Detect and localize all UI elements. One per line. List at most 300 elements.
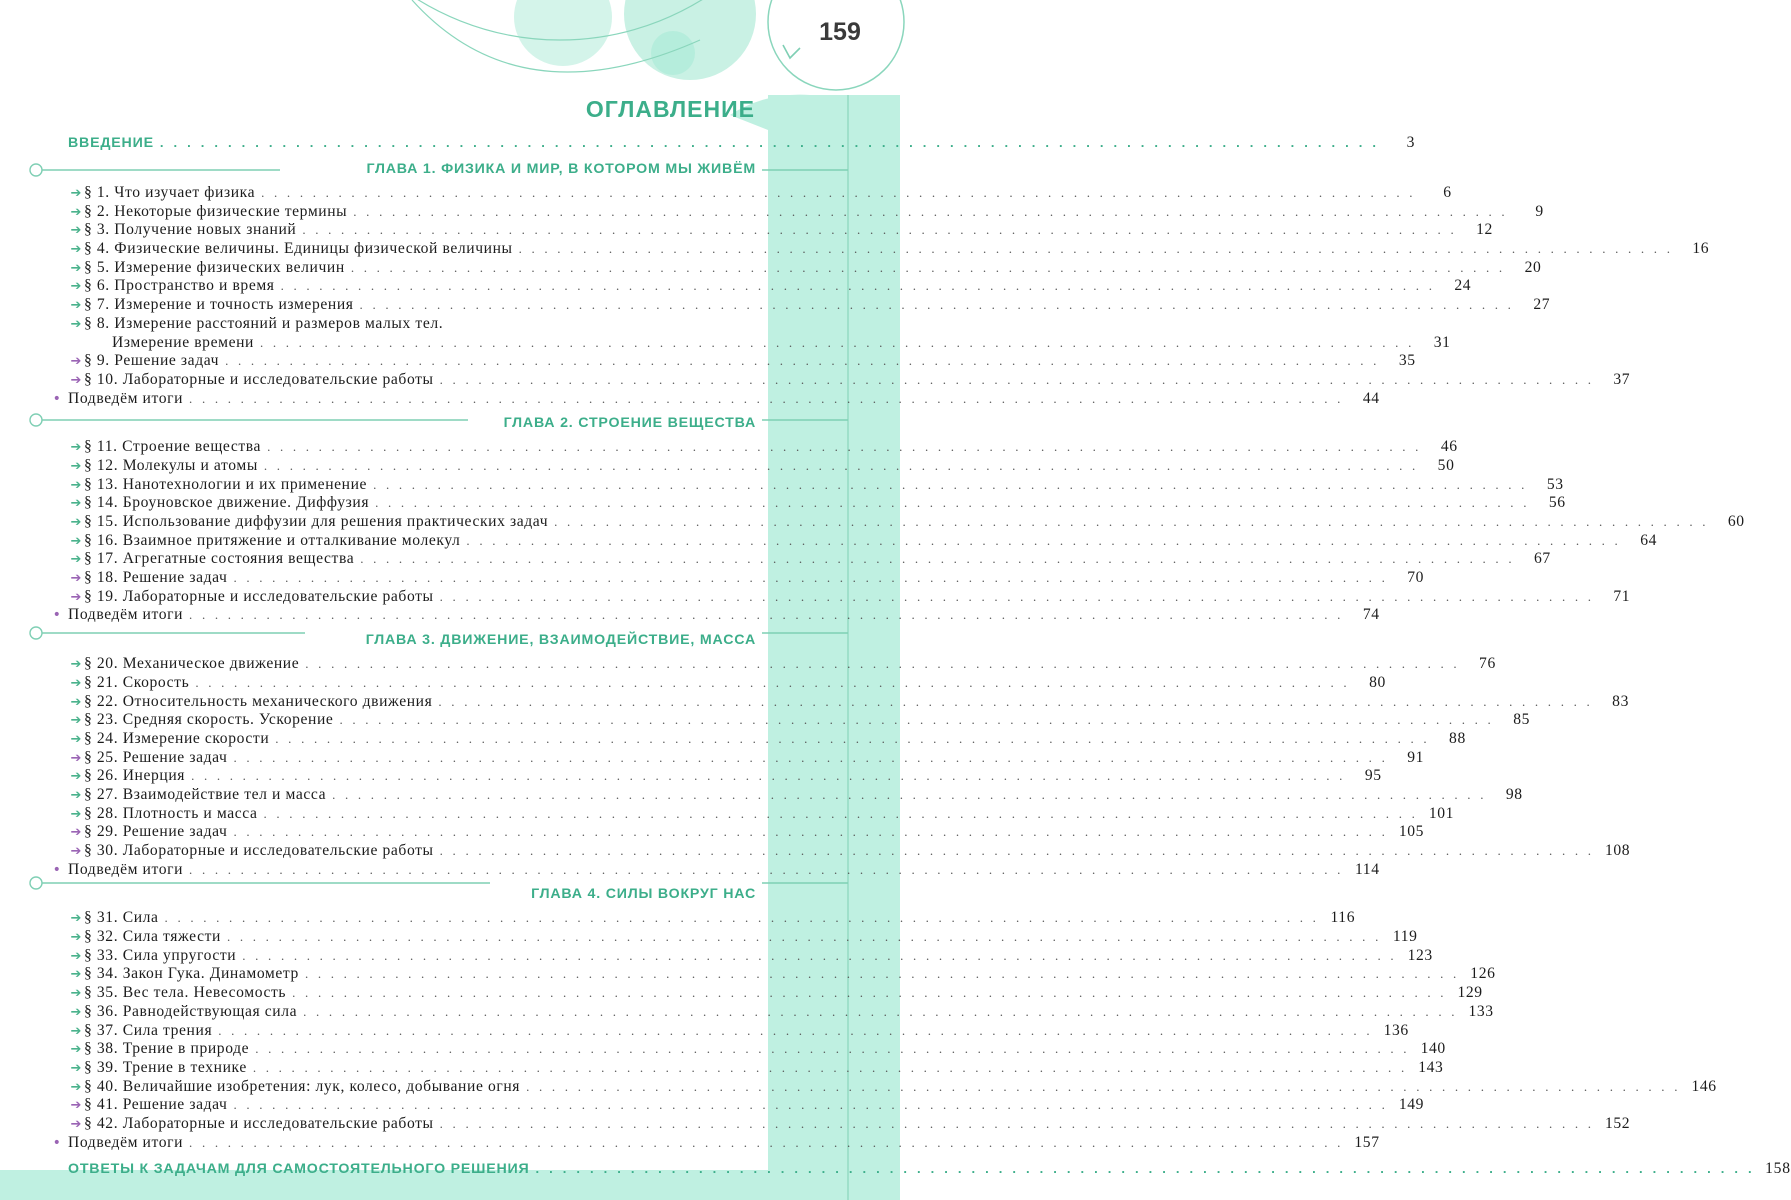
section-number: § 17. (84, 550, 119, 568)
intro-entry[interactable] (28, 132, 1416, 154)
entry-marker (28, 947, 84, 967)
section-title: Механическое движение (122, 655, 300, 673)
toc-entry[interactable] (28, 928, 1418, 947)
entry-marker (28, 1115, 84, 1135)
entry-marker (28, 674, 84, 694)
arrow-icon: ➔ (70, 750, 82, 766)
arrow-icon: ➔ (70, 1116, 82, 1132)
toc-entry[interactable] (28, 475, 1564, 495)
entry-marker (28, 909, 84, 929)
arrow-icon: ➔ (70, 657, 82, 673)
toc-entry[interactable] (28, 569, 1425, 588)
toc-entry[interactable] (28, 946, 1433, 966)
section-title: Инерция (122, 767, 186, 785)
section-number: § 39. (84, 1058, 119, 1076)
toc-entry[interactable] (28, 184, 1452, 203)
section-title: Некоторые физические термины (114, 202, 348, 220)
entry-marker (28, 805, 84, 825)
section-page: 83 (1612, 692, 1629, 710)
arrow-icon: ➔ (70, 372, 82, 388)
section-title: Сила (122, 909, 159, 927)
entry-marker (28, 296, 84, 316)
dot-leader: . . . . . . . . . . . . . . . . . . . . . . . . . . . . . . . . . . . . . . . . . . . . . . . . . . . . . . . . . . . . . . . . . . . . . . . . . . . . . . . . . . . . . . . . . . (259, 334, 1415, 350)
dot-leader: . . . . . . . . . . . . . . . . . . . . . . . . . . . . . . . . . . . . . . . . . . . . . . . . . . . . . . . . . . . . . . . . . . . . . . . . . . . . . . . . . . . . . . . . . . (359, 297, 1515, 313)
entry-marker (28, 184, 84, 204)
table-of-contents (28, 132, 1791, 1180)
arrow-icon: ➔ (70, 1004, 82, 1020)
section-title: Лабораторные и исследовательские работы (122, 587, 434, 605)
toc-entry[interactable] (28, 785, 1523, 805)
section-page: 12 (1476, 221, 1493, 239)
toc-entry[interactable] (28, 909, 1356, 928)
section-page: 76 (1479, 655, 1496, 673)
section-title-continued: Измерение времени (112, 333, 254, 351)
section-title: Взаимодействие тел и масса (122, 785, 327, 803)
section-number: § 12. (84, 456, 119, 474)
section-page: 91 (1407, 748, 1425, 766)
arrow-icon: ➔ (70, 844, 82, 859)
entry-marker (28, 786, 84, 806)
section-number: § 38. (84, 1040, 119, 1058)
section-page: 105 (1398, 823, 1425, 841)
dot-leader: . . . . . . . . . . . . . . . . . . . . . . . . . . . . . . . . . . . . . . . . . . . . . . . . . . . . . . . . . . . . . . . . . . . . . . . . . . . . . . . . . . . . . . . . . . (233, 824, 1389, 840)
intro-label: ВВЕДЕНИЕ (68, 135, 154, 151)
dot-leader: . . . . . . . . . . . . . . . . . . . . . . . . . . . . . . . . . . . . . . . . . . . . . . . . . . . . . . . . . . . . . . . . . . . . . . . . . . . . . . . . . . . . . . . . . . (466, 532, 1621, 548)
dot-leader: . . . . . . . . . . . . . . . . . . . . . . . . . . . . . . . . . . . . . . . . . . . . . . . . . . . . . . . . . . . . . . . . . . . . . . . . . . . . . . . . . . . . . . . . . . (292, 985, 1447, 1001)
section-title: Броуновское движение. Диффузия (122, 494, 370, 512)
arrow-icon: ➔ (70, 186, 82, 201)
section-title: Строение вещества (122, 438, 262, 456)
chapter-title: ГЛАВА 3. ДВИЖЕНИЕ, ВЗАИМОДЕЙСТВИЕ, МАССА (360, 625, 756, 655)
section-title: Лабораторные и исследовательские работы (122, 842, 434, 859)
section-title: Величайшие изобретения: лук, колесо, добывание огня (122, 1077, 521, 1095)
dot-leader: . . . . . . . . . . . . . . . . . . . . . . . . . . . . . . . . . . . . . . . . . . . . . . . . . . . . . . . . . . . . . . . . . . . . . . . . . . . . . . . . . . . . . . . . . . (360, 551, 1515, 567)
arrow-icon: ➔ (70, 204, 82, 220)
toc-entry[interactable] (28, 823, 1425, 842)
section-page: 119 (1392, 928, 1418, 946)
summary-entry[interactable] (28, 606, 1380, 625)
dot-leader: . . . . . . . . . . . . . . . . . . . . . . . . . . . . . . . . . . . . . . . . . . . . . . . . . . . . . . . . . . . . . . . . . . . . . . . . . . . . . . . . . . . . . . . . . . (439, 843, 1595, 858)
arrow-icon: ➔ (70, 477, 82, 493)
dot-leader: . . . . . . . . . . . . . . . . . . . . . . . . . . . . . . . . . . . . . . . . . . . . . . . . . . . . . . . . . . . . . . . . . . . . . . . . . . . . . . . . . . . . . . . . . . (535, 1161, 1755, 1177)
section-page: 6 (1443, 184, 1452, 201)
entry-marker (28, 240, 84, 260)
arrow-icon: ➔ (70, 279, 82, 295)
dot-leader: . . . . . . . . . . . . . . . . . . . . . . . . . . . . . . . . . . . . . . . . . . . . . . . . . . . . . . . . . . . . . . . . . . . . . . . . . . . . . . . . . . . . . . . . . . (350, 259, 1506, 275)
dot-leader: . . . . . . . . . . . . . . . . . . . . . . . . . . . . . . . . . . . . . . . . . . . . . . . . . . . . . . . . . . . . . . . . . . . . . . . . . . . . . . . . . . . . . . . . . . (305, 656, 1460, 672)
arrow-icon: ➔ (70, 458, 82, 474)
section-page: 71 (1613, 587, 1631, 605)
section-number: § 4. (84, 240, 110, 258)
section-number: § 16. (84, 531, 119, 549)
section-title: Молекулы и атомы (122, 456, 258, 474)
dot-leader: . . . . . . . . . . . . . . . . . . . . . . . . . . . . . . . . . . . . . . . . . . . . . . . . . . . . . . . . . . . . . . . . . . . . . . . . . . . . . . . . . . . . . . . . . . (195, 674, 1350, 690)
section-page: 146 (1691, 1077, 1717, 1095)
section-number: § 21. (84, 673, 119, 691)
section-page: 136 (1383, 1021, 1409, 1039)
dot-leader: . . . . . . . . . . . . . . . . . . . . . . . . . . . . . . . . . . . . . . . . . . . . . . . . . . . . . . . . . . . . . . . . . . . . . . . . . . . . . . . . . . . . . . . . . . (280, 278, 1436, 294)
toc-entry[interactable] (28, 315, 756, 334)
arrow-icon: ➔ (70, 986, 82, 1002)
toc-entry[interactable] (28, 984, 1483, 1003)
arrow-icon: ➔ (70, 1098, 82, 1114)
intro-page: 3 (1406, 134, 1416, 151)
section-title: Сила тяжести (122, 928, 221, 946)
toc-entry[interactable] (28, 1077, 1717, 1097)
dot-leader: . . . . . . . . . . . . . . . . . . . . . . . . . . . . . . . . . . . . . . . . . . . . . . . . . . . . . . . . . . . . . . . . . . . . . . . . . . . . . . . . . . . . . . . . . . (439, 371, 1595, 387)
dot-leader: . . . . . . . . . . . . . . . . . . . . . . . . . . . . . . . . . . . . . . . . . . . . . . . . . . . . . . . . . . . . . . . . . . . . . . . . . . . . . . . . . . . . . . . . . . (263, 457, 1419, 473)
section-title: Взаимное притяжение и отталкивание молекул (122, 531, 461, 549)
toc-entry[interactable] (28, 748, 1425, 768)
toc-entry[interactable] (28, 370, 1631, 390)
dot-leader: . . . . . . . . . . . . . . . . . . . . . . . . . . . . . . . . . . . . . . . . . . . . . . . . . . . . . . . . . . . . . . . . . . . . . . . . . . . . . . . . . . . . . . . . . . (242, 947, 1397, 963)
dot-leader: . . . . . . . . . . . . . . . . . . . . . . . . . . . . . . . . . . . . . . . . . . . . . . . . . . . . . . . . . . . . . . . . . . . . . . . . . . . . . . . . . . . . . . . . . . (439, 588, 1595, 604)
bullet-icon: • (52, 1134, 62, 1151)
toc-entry[interactable] (28, 729, 1466, 749)
arrow-icon: ➔ (70, 571, 82, 587)
dot-leader: . . . . . . . . . . . . . . . . . . . . . . . . . . . . . . . . . . . . . . . . . . . . . . . . . . . . . . . . . . . . . . . . . . . . . . . . . . . . . . . . . . . . . . . . . . (518, 241, 1674, 257)
dot-leader: . . . . . . . . . . . . . . . . . . . . . . . . . . . . . . . . . . . . . . . . . . . . . . . . . . . . . . . . . . . . . . . . . . . . . . . . . . . . . . . . . . . . . . . . . . (261, 185, 1416, 200)
section-page: 27 (1533, 296, 1551, 314)
entry-marker (28, 203, 84, 223)
section-number: § 10. (84, 370, 119, 388)
arrow-icon: ➔ (70, 948, 82, 964)
section-number: § 15. (84, 513, 119, 530)
dot-leader: . . . . . . . . . . . . . . . . . . . . . . . . . . . . . . . . . . . . . . . . . . . . . . . . . . . . . . . . . . . . . . . . . . . . . . . . . . . . . . . . . . . . . . . . . . (302, 222, 1457, 238)
toc-entry[interactable] (28, 438, 1458, 457)
dot-leader: . . . . . . . . . . . . . . . . . . . . . . . . . . . . . . . . . . . . . . . . . . . . . . . . . . . . . . . . . . . . . . . . . . . . . . . . . . . . . . . . . . . . . . . . . . (353, 203, 1508, 219)
entry-marker (28, 984, 84, 1004)
entry-marker (28, 1003, 84, 1023)
section-page: 123 (1407, 946, 1433, 964)
arrow-icon: ➔ (70, 533, 82, 549)
arrow-icon: ➔ (70, 825, 82, 841)
section-title: Решение задач (122, 823, 228, 841)
summary-entry[interactable] (28, 389, 1380, 409)
entry-marker (28, 277, 84, 297)
dot-leader: . . . . . . . . . . . . . . . . . . . . . . . . . . . . . . . . . . . . . . . . . . . . . . . . . . . . . . . . . . . . . . . . . . . . . . . . . . . . . . . . . . . . . . . . . . (373, 476, 1528, 492)
section-page: 80 (1369, 673, 1386, 691)
arrow-icon: ➔ (70, 731, 82, 747)
toc-entry[interactable] (28, 587, 1631, 607)
section-title: Лабораторные и исследовательские работы (122, 1114, 434, 1132)
section-number: § 30. (84, 842, 119, 859)
section-number: § 40. (84, 1077, 119, 1095)
dot-leader: . . . . . . . . . . . . . . . . . . . . . . . . . . . . . . . . . . . . . . . . . . . . . . . . . . . . . . . . . . . . . . . . . . . . . . . . . . . . . . . . . . . . . . . . . . (263, 805, 1419, 821)
section-title: Измерение расстояний и размеров малых тел. (114, 314, 444, 332)
section-page: 56 (1548, 494, 1566, 512)
page-number: 159 (819, 18, 861, 46)
section-number: § 29. (84, 823, 119, 841)
section-page: 50 (1437, 456, 1455, 474)
section-number: § 27. (84, 785, 119, 803)
section-title: Плотность и масса (122, 804, 258, 822)
toc-entry[interactable] (28, 258, 1542, 278)
toc-entry-continuation[interactable] (28, 333, 1451, 353)
section-page: 53 (1546, 475, 1564, 493)
section-title: Измерение и точность измерения (114, 296, 354, 314)
dot-leader: . . . . . . . . . . . . . . . . . . . . . . . . . . . . . . . . . . . . . . . . . . . . . . . . . . . . . . . . . . . . . . . . . . . . . . . . . . . . . . . . . . . . . . . . . . (233, 749, 1389, 765)
entry-marker (28, 569, 84, 589)
section-number: § 32. (84, 928, 119, 946)
section-page: 70 (1407, 569, 1425, 587)
toc-entry[interactable] (28, 965, 1496, 984)
section-title: Трение в технике (122, 1058, 247, 1076)
toc-entry[interactable] (28, 531, 1657, 551)
chapter-title: ГЛАВА 4. СИЛЫ ВОКРУГ НАС (525, 879, 756, 909)
toc-entry[interactable] (28, 711, 1531, 730)
section-title: Использование диффузии для решения практических задач (122, 513, 549, 530)
section-page: 60 (1727, 513, 1745, 530)
section-page: 64 (1640, 531, 1657, 549)
summary-label: Подведём итоги (68, 606, 184, 624)
summary-label: Подведём итоги (68, 860, 184, 878)
section-number: § 7. (84, 296, 110, 314)
dot-leader: . . . . . . . . . . . . . . . . . . . . . . . . . . . . . . . . . . . . . . . . . . . . . . . . . . . . . . . . . . . . . . . . . . . . . . . . . . . . . . . . . . . . . . . . . . (303, 1003, 1458, 1019)
section-page: 16 (1692, 240, 1710, 258)
toc-entry[interactable] (28, 513, 1745, 532)
entry-marker (28, 711, 84, 731)
section-title: Закон Гука. Динамометр (122, 965, 299, 983)
section-title: Решение задач (122, 748, 228, 766)
toc-entry[interactable] (28, 1058, 1444, 1078)
section-page: 108 (1605, 842, 1631, 859)
section-title: Средняя скорость. Ускорение (122, 711, 334, 729)
entry-marker (28, 315, 84, 335)
section-number: § 3. (84, 221, 110, 239)
dot-leader: . . . . . . . . . . . . . . . . . . . . . . . . . . . . . . . . . . . . . . . . . . . . . . . . . . . . . . . . . . . . . . . . . . . . . . . . . . . . . . . . . . . . . . . . . . (332, 786, 1487, 802)
section-title: Пространство и время (114, 277, 275, 295)
section-number: § 25. (84, 748, 119, 766)
arrow-icon: ➔ (70, 552, 82, 568)
summary-entry[interactable] (28, 860, 1380, 880)
entry-marker (28, 730, 84, 750)
section-number: § 6. (84, 277, 110, 295)
section-number: § 19. (84, 587, 119, 605)
dot-leader: . . . . . . . . . . . . . . . . . . . . . . . . . . . . . . . . . . . . . . . . . . . . . . . . . . . . . . . . . . . . . . . . . . . . . . . . . . . . . . . . . . . . . . . . . . (189, 861, 1344, 877)
section-title: Равнодействующая сила (122, 1002, 298, 1020)
bullet-icon: • (52, 390, 62, 407)
chapter-title: ГЛАВА 1. ФИЗИКА И МИР, В КОТОРОМ МЫ ЖИВЁМ (361, 154, 757, 184)
section-title: Физические величины. Единицы физической величины (114, 240, 513, 258)
section-page: 149 (1398, 1096, 1425, 1114)
entry-marker (28, 823, 84, 843)
summary-label: Подведём итоги (68, 1133, 184, 1151)
toc-entry[interactable] (28, 1002, 1494, 1022)
section-number: § 13. (84, 475, 119, 493)
toc-entry[interactable] (28, 767, 1382, 786)
dot-leader: . . . . . . . . . . . . . . . . . . . . . . . . . . . . . . . . . . . . . . . . . . . . . . . . . . . . . . . . . . . . . . . . . . . . . . . . . . . . . . . . . . . . . . . . . . (189, 607, 1344, 623)
dot-leader: . . . . . . . . . . . . . . . . . . . . . . . . . . . . . . . . . . . . . . . . . . . . . . . . . . . . . . . . . . . . . . . . . . . . . . . . . . . . . . . . . . . . . . . . . . (159, 135, 1380, 150)
section-number: § 1. (84, 184, 110, 201)
section-title: Нанотехнологии и их применение (122, 475, 368, 493)
answers-label: ОТВЕТЫ К ЗАДАЧАМ ДЛЯ САМОСТОЯТЕЛЬНОГО РЕШЕНИЯ (68, 1161, 530, 1178)
entry-marker (28, 928, 84, 948)
toc-entry[interactable] (28, 842, 1631, 861)
toc-entry[interactable] (28, 494, 1566, 513)
answers-page: 158 (1765, 1160, 1791, 1178)
arrow-icon: ➔ (70, 589, 82, 605)
entry-marker (28, 588, 84, 608)
toc-entry[interactable] (28, 352, 1416, 371)
toc-entry[interactable] (28, 277, 1472, 296)
summary-marker (28, 1134, 68, 1153)
summary-marker (28, 861, 68, 880)
toc-entry[interactable] (28, 221, 1493, 240)
entry-marker (28, 476, 84, 496)
entry-marker (28, 693, 84, 713)
entry-marker (28, 842, 84, 862)
section-page: 24 (1454, 277, 1472, 295)
dot-leader: . . . . . . . . . . . . . . . . . . . . . . . . . . . . . . . . . . . . . . . . . . . . . . . . . . . . . . . . . . . . . . . . . . . . . . . . . . . . . . . . . . . . . . . . . . (233, 1097, 1389, 1113)
arrow-icon: ➔ (70, 930, 82, 946)
entry-marker (28, 767, 84, 787)
section-number: § 8. (84, 314, 110, 332)
chapters-list (28, 154, 1745, 1152)
section-number: § 2. (84, 202, 110, 220)
dot-leader: . . . . . . . . . . . . . . . . . . . . . . . . . . . . . . . . . . . . . . . . . . . . . . . . . . . . . . . . . . . . . . . . . . . . . . . . . . . . . . . . . . . . . . . . . . (554, 514, 1709, 529)
chapter-heading (28, 879, 756, 909)
entry-marker (28, 965, 84, 985)
dot-leader: . . . . . . . . . . . . . . . . . . . . . . . . . . . . . . . . . . . . . . . . . . . . . . . . . . . . . . . . . . . . . . . . . . . . . . . . . . . . . . . . . . . . . . . . . . (233, 570, 1389, 586)
section-title: Лабораторные и исследовательские работы (122, 370, 434, 388)
arrow-icon: ➔ (70, 1079, 82, 1095)
dot-leader: . . . . . . . . . . . . . . . . . . . . . . . . . . . . . . . . . . . . . . . . . . . . . . . . . . . . . . . . . . . . . . . . . . . . . . . . . . . . . . . . . . . . . . . . . . (526, 1078, 1681, 1094)
arrow-icon: ➔ (70, 911, 82, 927)
section-title: Относительность механического движения (122, 692, 433, 710)
arrow-icon: ➔ (70, 1023, 82, 1039)
chapter-heading (28, 625, 756, 655)
dot-leader: . . . . . . . . . . . . . . . . . . . . . . . . . . . . . . . . . . . . . . . . . . . . . . . . . . . . . . . . . . . . . . . . . . . . . . . . . . . . . . . . . . . . . . . . . . (189, 1134, 1344, 1150)
section-number: § 33. (84, 946, 119, 964)
toc-entry[interactable] (28, 240, 1710, 259)
section-number: § 23. (84, 711, 119, 729)
dot-leader: . . . . . . . . . . . . . . . . . . . . . . . . . . . . . . . . . . . . . . . . . . . . . . . . . . . . . . . . . . . . . . . . . . . . . . . . . . . . . . . . . . . . . . . . . . (438, 693, 1593, 709)
section-number: § 31. (84, 909, 119, 927)
entry-marker (28, 513, 84, 533)
dot-leader: . . . . . . . . . . . . . . . . . . . . . . . . . . . . . . . . . . . . . . . . . . . . . . . . . . . . . . . . . . . . . . . . . . . . . . . . . . . . . . . . . . . . . . . . . . (218, 1022, 1373, 1038)
dot-leader: . . . . . . . . . . . . . . . . . . . . . . . . . . . . . . . . . . . . . . . . . . . . . . . . . . . . . . . . . . . . . . . . . . . . . . . . . . . . . . . . . . . . . . . . . . (255, 1041, 1410, 1057)
chapter-title: ГЛАВА 2. СТРОЕНИЕ ВЕЩЕСТВА (498, 408, 756, 438)
dot-leader: . . . . . . . . . . . . . . . . . . . . . . . . . . . . . . . . . . . . . . . . . . . . . . . . . . . . . . . . . . . . . . . . . . . . . . . . . . . . . . . . . . . . . . . . . . (226, 929, 1382, 945)
section-page: 20 (1524, 258, 1542, 276)
toc-entry[interactable] (28, 692, 1629, 712)
section-number: § 9. (84, 352, 110, 370)
section-page: 31 (1433, 333, 1451, 351)
toc-entry[interactable] (28, 804, 1455, 824)
bullet-icon: • (52, 607, 62, 624)
section-page: 129 (1457, 984, 1483, 1002)
toc-entry[interactable] (28, 673, 1386, 693)
toc-entry[interactable] (28, 456, 1455, 476)
dot-leader: . . . . . . . . . . . . . . . . . . . . . . . . . . . . . . . . . . . . . . . . . . . . . . . . . . . . . . . . . . . . . . . . . . . . . . . . . . . . . . . . . . . . . . . . . . (164, 910, 1320, 926)
toc-entry[interactable] (28, 655, 1496, 674)
section-page: 143 (1418, 1058, 1444, 1076)
arrow-icon: ➔ (70, 298, 82, 314)
arrow-icon: ➔ (70, 354, 82, 370)
dot-leader: . . . . . . . . . . . . . . . . . . . . . . . . . . . . . . . . . . . . . . . . . . . . . . . . . . . . . . . . . . . . . . . . . . . . . . . . . . . . . . . . . . . . . . . . . . (252, 1059, 1408, 1075)
entry-marker (28, 438, 84, 458)
arrow-icon: ➔ (70, 440, 82, 456)
arrow-icon: ➔ (70, 260, 82, 276)
entry-marker (28, 1040, 84, 1060)
section-number: § 26. (84, 767, 119, 785)
section-number: § 11. (84, 438, 118, 456)
section-number: § 36. (84, 1002, 119, 1020)
toc-entry[interactable] (28, 1021, 1409, 1041)
bullet-icon: • (52, 861, 62, 878)
page-title: ОГЛАВЛЕНИЕ (585, 96, 755, 122)
entry-marker (28, 1096, 84, 1116)
arrow-icon: ➔ (70, 515, 82, 530)
dot-leader: . . . . . . . . . . . . . . . . . . . . . . . . . . . . . . . . . . . . . . . . . . . . . . . . . . . . . . . . . . . . . . . . . . . . . . . . . . . . . . . . . . . . . . . . . . (275, 730, 1430, 746)
section-title: Агрегатные состояния вещества (122, 550, 355, 568)
section-title: Скорость (122, 673, 190, 691)
summary-marker (28, 606, 68, 625)
section-page: 116 (1330, 909, 1356, 927)
entry-marker (28, 221, 84, 241)
toc-entry[interactable] (28, 1096, 1425, 1115)
section-number: § 5. (84, 258, 110, 276)
section-title: Трение в природе (122, 1040, 250, 1058)
section-title: Измерение скорости (122, 729, 270, 747)
dot-leader: . . . . . . . . . . . . . . . . . . . . . . . . . . . . . . . . . . . . . . . . . . . . . . . . . . . . . . . . . . . . . . . . . . . . . . . . . . . . . . . . . . . . . . . . . . (304, 966, 1460, 982)
section-page: 85 (1513, 711, 1531, 729)
answers-entry[interactable] (28, 1158, 1791, 1180)
section-number: § 14. (84, 494, 119, 512)
section-number: § 18. (84, 569, 119, 587)
toc-entry[interactable] (28, 202, 1544, 222)
entry-marker (28, 749, 84, 769)
section-page: 67 (1534, 550, 1551, 568)
section-number: § 28. (84, 804, 119, 822)
section-title: Решение задач (114, 352, 220, 370)
section-number: § 37. (84, 1021, 119, 1039)
section-page: 98 (1505, 785, 1523, 803)
chapter-heading (28, 408, 756, 438)
section-title: Измерение физических величин (114, 258, 345, 276)
arrow-icon: ➔ (70, 806, 82, 822)
section-page: 101 (1428, 804, 1455, 822)
summary-page: 114 (1354, 860, 1380, 878)
entry-marker (28, 655, 84, 675)
section-title: Решение задач (122, 1096, 228, 1114)
arrow-icon: ➔ (70, 694, 82, 710)
dot-leader: . . . . . . . . . . . . . . . . . . . . . . . . . . . . . . . . . . . . . . . . . . . . . . . . . . . . . . . . . . . . . . . . . . . . . . . . . . . . . . . . . . . . . . . . . . (225, 353, 1380, 369)
toc-entry[interactable] (28, 550, 1551, 569)
arrow-icon: ➔ (70, 316, 82, 332)
section-number: § 41. (84, 1096, 119, 1114)
dot-leader: . . . . . . . . . . . . . . . . . . . . . . . . . . . . . . . . . . . . . . . . . . . . . . . . . . . . . . . . . . . . . . . . . . . . . . . . . . . . . . . . . . . . . . . . . . (191, 768, 1346, 784)
summary-marker (28, 390, 68, 409)
section-number: § 34. (84, 965, 119, 983)
arrow-icon: ➔ (70, 787, 82, 803)
summary-page: 157 (1354, 1133, 1380, 1151)
section-title: Получение новых знаний (114, 221, 297, 239)
dot-leader: . . . . . . . . . . . . . . . . . . . . . . . . . . . . . . . . . . . . . . . . . . . . . . . . . . . . . . . . . . . . . . . . . . . . . . . . . . . . . . . . . . . . . . . . . . (375, 495, 1530, 511)
toc-entry[interactable] (28, 1114, 1631, 1134)
summary-entry[interactable] (28, 1133, 1380, 1153)
section-page: 46 (1440, 438, 1458, 456)
toc-entry[interactable] (28, 1040, 1446, 1059)
section-page: 88 (1449, 729, 1466, 747)
section-number: § 24. (84, 729, 119, 747)
section-page: 152 (1605, 1114, 1631, 1132)
arrow-icon: ➔ (70, 967, 82, 983)
arrow-icon: ➔ (70, 1060, 82, 1076)
toc-entry[interactable] (28, 296, 1551, 315)
entry-marker (28, 1059, 84, 1079)
